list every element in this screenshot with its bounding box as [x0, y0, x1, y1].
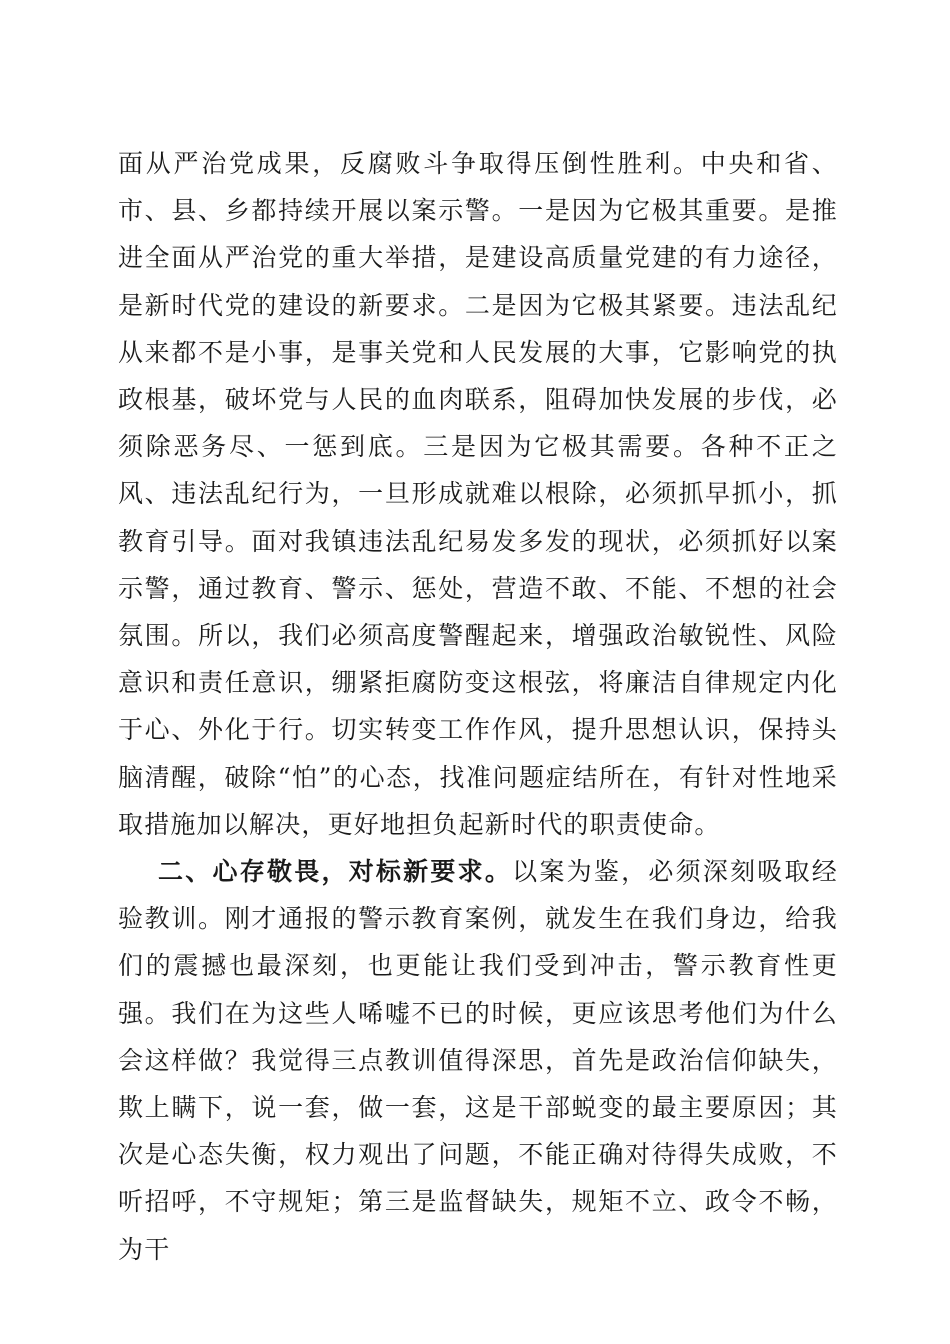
paragraph-1: 面从严治党成果，反腐败斗争取得压倒性胜利。中央和省、市、县、乡都持续开展以案示警。一是因为它极其重要。是推进全面从严治党的重大举措，是建设高质量党建的有力途径，是新时代党的建设的新要求。二是因为它极其紧要。违法乱纪从来都不是小事，是事关党和人民发展的大事，它影响党的执政根基，破坏党与人民的血肉联系，阻碍加快发展的步伐，必须除恶务尽、一惩到底。三是因为它极其需要。各种不正之风、违法乱纪行为，一旦形成就难以根除，必须抓早抓小，抓教育引导。面对我镇违法乱纪易发多发的现状，必须抓好以案示警，通过教育、警示、惩处，营造不敢、不能、不想的社会氛围。所以，我们必须高度警醒起来，增强政治敏锐性、风险意识和责任意识，绷紧拒腐防变这根弦，将廉洁自律规定内化于心、外化于行。切实转变工作作风，提升思想认识，保持头脑清醒，破除“怕”的心态，找准问题症结所在，有针对性地采取措施加以解决，更好地担负起新时代的职责使命。: [118, 149, 838, 839]
section-heading-2: 二、心存敬畏，对标新要求。: [158, 857, 513, 887]
paragraph-2-body: 以案为鉴，必须深刻吸取经验教训。刚才通报的警示教育案例，就发生在我们身边，给我们的震撼也最深刻，也更能让我们受到冲击，警示教育性更强。我们在为这些人唏嘘不已的时候，更应该思考他们为什么会这样做？我觉得三点教训值得深思，首先是政治信仰缺失，欺上瞒下，说一套，做一套，这是干部蜕变的最主要原因；其次是心态失衡，权力观出了问题，不能正确对待得失成败，不听招呼，不守规矩；第三是监督缺失，规矩不立、政令不畅，为干: [118, 857, 838, 1264]
paragraph-2: [118, 848, 838, 1273]
document-body: [118, 140, 838, 1273]
